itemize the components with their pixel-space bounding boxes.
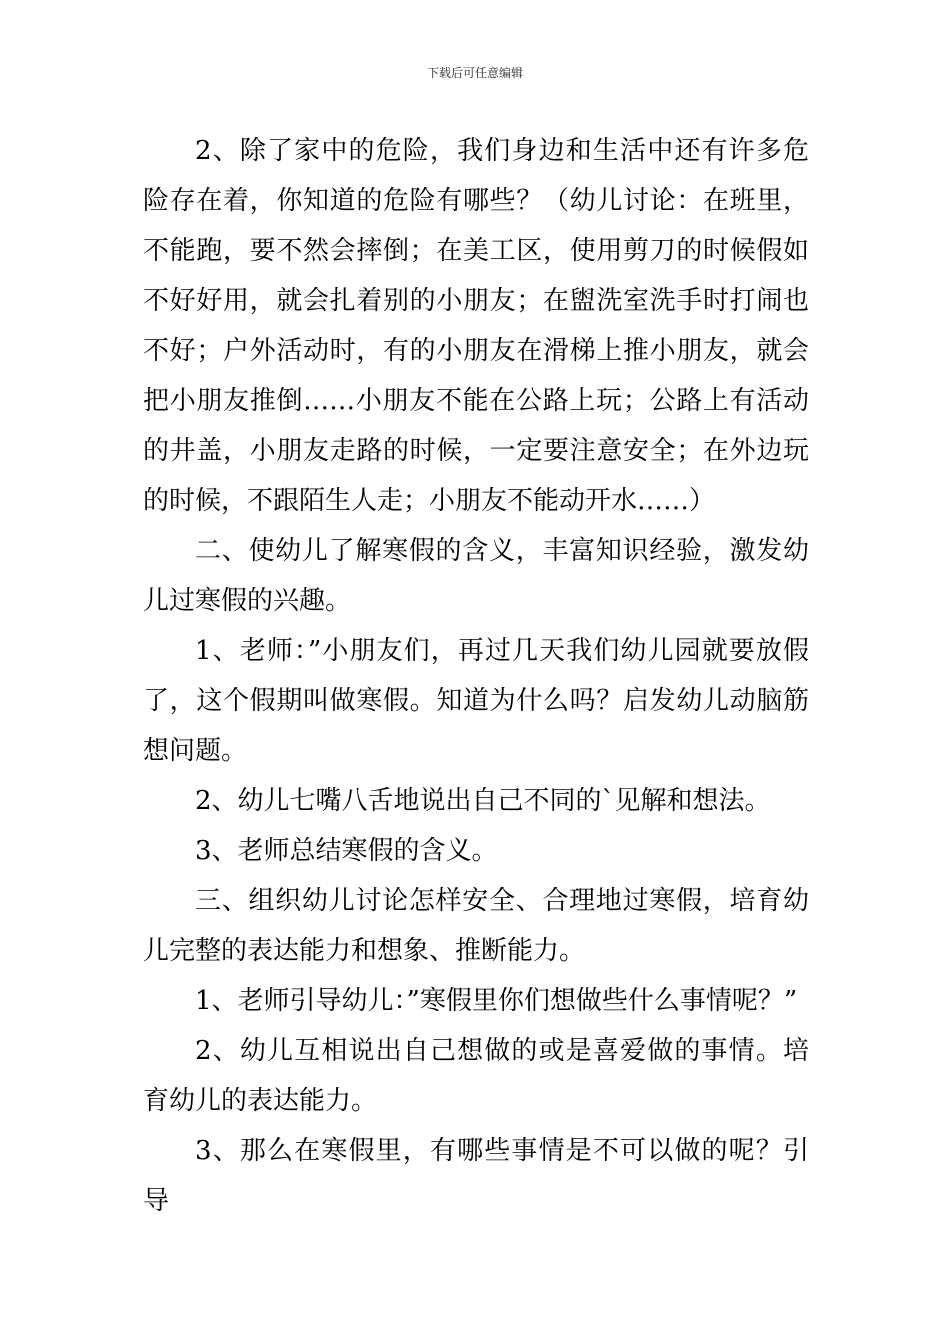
paragraph-section-three-heading: 三、组织幼儿讨论怎样安全、合理地过寒假，培育幼儿完整的表达能力和想象、推断能力。 (143, 886, 809, 966)
paragraph-danger-discussion: 2、除了家中的危险，我们身边和生活中还有许多危险存在着，你知道的危险有哪些？（幼儿讨论：在班里，不能跑，要不然会摔倒；在美工区，使用剪刀的时候假如不好好用，就会扎着别的小朋友；在盥洗室洗手时打闹也不好；户外活动时，有的小朋友在滑梯上推小朋友，就会把小朋友推倒……小朋友不能在公路上玩；公路上有活动的井盖，小朋友走路的时候，一定要注意安全；在外边玩的时候，不跟陌生人走；小朋友不能动开水……） (143, 136, 809, 516)
paragraph-children-share: 2、幼儿互相说出自己想做的或是喜爱做的事情。培育幼儿的表达能力。 (143, 1036, 809, 1116)
paragraph-teacher-question: 1、老师：”小朋友们，再过几天我们幼儿园就要放假了，这个假期叫做寒假。知道为什么吗？启发幼儿动脑筋想问题。 (143, 636, 809, 766)
paragraph-teacher-guide: 1、老师引导幼儿：”寒假里你们想做些什么事情呢？” (195, 986, 798, 1016)
paragraph-forbidden-things: 3、那么在寒假里，有哪些事情是不可以做的呢？引导 (143, 1136, 809, 1216)
paragraph-section-two-heading: 二、使幼儿了解寒假的含义，丰富知识经验，激发幼儿过寒假的兴趣。 (143, 536, 809, 616)
paragraph-teacher-summary: 3、老师总结寒假的含义。 (195, 836, 498, 866)
page-header: 下载后可任意编辑 (426, 66, 523, 80)
document-body (143, 126, 809, 1226)
paragraph-children-opinions: 2、幼儿七嘴八舌地说出自己不同的`见解和想法。 (195, 786, 771, 816)
